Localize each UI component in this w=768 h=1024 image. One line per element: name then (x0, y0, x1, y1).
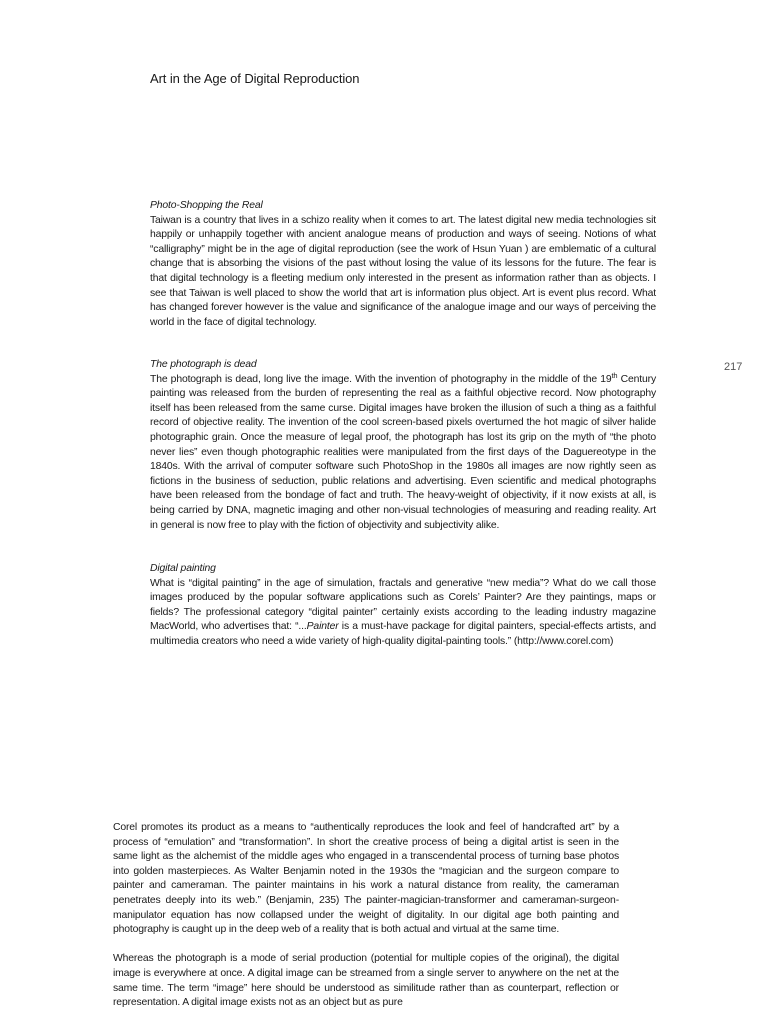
section-body: Taiwan is a country that lives in a schizo reality when it comes to art. The latest digital new media technologies sit happily or unhappily together with ancient analogue means of production and ways of seeing. Notions of what “calligraphy” might be in the age of digital reproduction (see the work of Hsun Yuan ) are emblematic of a cultural change that is absorbing the visions of the past without losing the value of its lessons for the future. The fear is that digital technology is a fleeting medium only interested in the present as information rather than as objects. I see that Taiwan is well placed to show the world that art is information plus object. Art is event plus record. What has changed forever however is the value and significance of the analogue image and our ways of perceiving the world in the face of digital technology. (150, 214, 656, 328)
section-heading: Photo-Shopping the Real (150, 200, 263, 211)
lower-page-text (113, 821, 619, 1011)
body-text-start: What is “digital painting” in the age of simulation, fractals and generative “new media”? What do we call those images produced by the popular software applications such as Corels’ Painter? Are they paintings, maps or fields? The professional category “digital painter” certainly exists according to the leading industry magazine MacWorld, who advertises that: “... (150, 577, 656, 633)
ordinal-superscript: th (611, 370, 618, 380)
section-heading: The photograph is dead (150, 359, 257, 370)
section-photo-shopping (150, 199, 656, 330)
section-body (150, 577, 656, 650)
paragraph: Corel promotes its product as a means to “authentically reproduces the look and feel of handcrafted art” by a process of “emulation” and “transformation”. In short the creative process of being a digital artist is seen in the same light as the alchemist of the middle ages who engaged in a transcendental process of turning base photos into golden masterpieces. As Walter Benjamin noted in the 1930s the “magician and the surgeon compare to painter and cameraman. The painter maintains in his work a natural distance from reality, the cameraman penetrates deeply into its web.” (Benjamin, 235) The painter-magician-transformer and cameraman-surgeon-manipulator equation has now collapsed under the weight of digitality. In our digital age both painting and photography is caught up in the deep web of a reality that is both actual and virtual at the same time. (113, 822, 619, 936)
paragraph: Whereas the photograph is a mode of serial production (potential for multiple copies of the original), the digital image is everywhere at once. A digital image can be streamed from a single server to anywhere on the net at the same time. The term “image” here should be understood as similitude rather than as counterpart, reflection or representation. A digital image exists not as an object but as pure (113, 953, 619, 1009)
body-text-rest: Century painting was released from the burden of representing the real as a faithful objective record. Now photography itself has been released from the same curse. Digital images have broken the illusion of such a thing as a faithful record of objective reality. The invention of the cool screen-based pixels overturned the hot magic of silver halide photographic grain. Once the measure of legal proof, the photograph has lost its grip on the myth of “the photo never lies” even though photographic realities were manipulated from the first days of the Daguereotype in the 1840s. With the arrival of computer software such PhotoShop in the 1980s all images are now rightly seen as fictions in the business of seduction, public relations and advertising. Even scientific and medical photographs have been released from the bondage of fact and truth. The heavy-weight of objectivity, if it now exists at all, is being carried by DNA, magnetic imaging and other non-visual technologies of measuring and reading reality. Art in general is now free to play with the fiction of objectivity and subjectivity alike. (150, 373, 656, 531)
emphasis-painter: Painter (306, 621, 339, 633)
section-photograph-dead (150, 358, 656, 533)
section-digital-painting (150, 562, 656, 650)
body-text-rest: is a must-have package for digital painters, special-effects artists, and multimedia creators who need a wide variety of high-quality digital-painting tools.” (http://www.corel.com) (150, 621, 656, 647)
body-text-start: The photograph is dead, long live the image. With the invention of photography in the middle of the 19 (150, 373, 612, 385)
section-heading: Digital painting (150, 563, 216, 574)
page-number: 217 (724, 361, 743, 373)
section-body (150, 370, 656, 534)
running-title: Art in the Age of Digital Reproduction (150, 71, 360, 86)
